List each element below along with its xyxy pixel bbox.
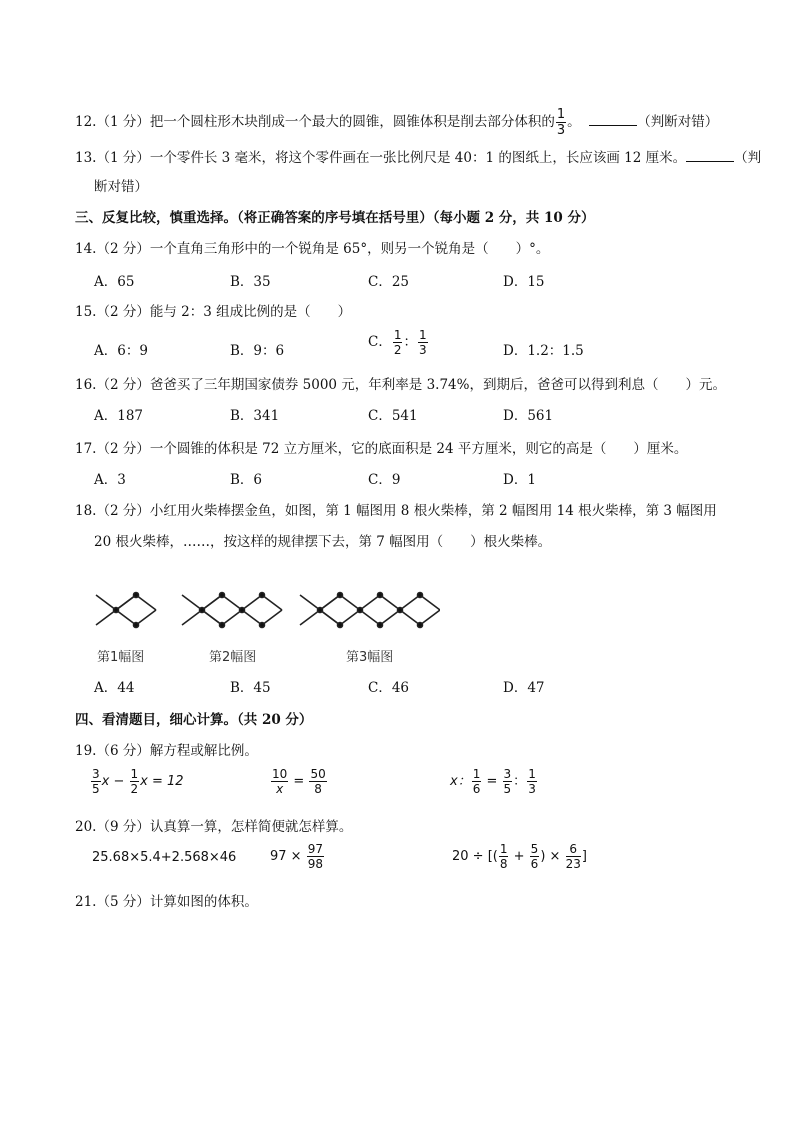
fish-figure-1 bbox=[96, 593, 156, 628]
q13-answer-blank[interactable] bbox=[686, 149, 734, 162]
q15-option-d[interactable]: D．1.2：1.5 bbox=[503, 343, 584, 359]
q14-option-b[interactable]: B．35 bbox=[230, 274, 271, 290]
q20-text: 20.（9 分）认真算一算，怎样简便就怎样算。 bbox=[75, 819, 353, 835]
q16-option-c[interactable]: C．541 bbox=[368, 408, 418, 424]
q18-option-c[interactable]: C．46 bbox=[368, 680, 410, 696]
q15-text: 15.（2 分）能与 2：3 组成比例的是（ ） bbox=[75, 304, 352, 320]
q17-text: 17.（2 分）一个圆锥的体积是 72 立方厘米，它的底面积是 24 平方厘米，则它的高是（ ）厘米。 bbox=[75, 441, 688, 457]
fish-figure-2 bbox=[182, 593, 282, 628]
q14-option-c[interactable]: C．25 bbox=[368, 274, 410, 290]
q19-text: 19.（6 分）解方程或解比例。 bbox=[75, 743, 258, 759]
q14-option-d[interactable]: D．15 bbox=[503, 274, 545, 290]
q17-option-c[interactable]: C．9 bbox=[368, 472, 401, 488]
q12-text: 12.（1 分）把一个圆柱形木块削成一个最大的圆锥，圆锥体积是削去部分体积的 bbox=[75, 114, 555, 130]
q18-line1: 18.（2 分）小红用火柴棒摆金鱼，如图，第 1 幅图用 8 根火柴棒，第 2 幅图用 14 根火柴棒，第 3 幅图用 bbox=[75, 503, 717, 519]
q18-option-b[interactable]: B．45 bbox=[230, 680, 271, 696]
fig-label-1: 第1幅图 bbox=[97, 650, 145, 665]
fig-label-3: 第3幅图 bbox=[346, 650, 394, 665]
q15-option-b[interactable]: B．9：6 bbox=[230, 343, 285, 359]
q21-text: 21.（5 分）计算如图的体积。 bbox=[75, 894, 258, 910]
matchstick-fish-figure bbox=[90, 585, 440, 645]
fish-figure-3 bbox=[300, 593, 440, 628]
q12: 12.（1 分）把一个圆柱形木块削成一个最大的圆锥，圆锥体积是削去部分体积的 $\frac{1}{3}$ 。 （判断对错） bbox=[75, 107, 719, 138]
q13-line1: 13.（1 分）一个零件长 3 毫米，将这个零件画在一张比例尺是 40：1 的图纸上，长应该画 12 厘米。 （判 bbox=[75, 150, 762, 166]
q14-text: 14.（2 分）一个直角三角形中的一个锐角是 65°，则另一个锐角是（ ）°。 bbox=[75, 241, 550, 257]
q16-option-a[interactable]: A．187 bbox=[94, 408, 144, 424]
q14-option-a[interactable]: A．65 bbox=[94, 274, 135, 290]
q13-line2: 断对错） bbox=[94, 179, 148, 195]
q17-option-b[interactable]: B．6 bbox=[230, 472, 263, 488]
q16-option-b[interactable]: B．341 bbox=[230, 408, 280, 424]
q18-line2: 20 根火柴棒，……，按这样的规律摆下去，第 7 幅图用（ ）根火柴棒。 bbox=[94, 534, 552, 550]
q19-equation-1: $\frac{3}{5}$ x − $\frac{1}{2}$ x = 12 bbox=[92, 767, 184, 796]
q19-equation-2: $\frac{10}{x}$ = $\frac{50}{8}$ bbox=[272, 767, 326, 796]
q17-option-d[interactable]: D．1 bbox=[503, 472, 536, 488]
q16-option-d[interactable]: D．561 bbox=[503, 408, 554, 424]
q15-option-a[interactable]: A．6：9 bbox=[94, 343, 148, 359]
q12-fraction: $\frac{1}{3}$ bbox=[556, 107, 566, 138]
q18-option-d[interactable]: D．47 bbox=[503, 680, 545, 696]
q17-option-a[interactable]: A．3 bbox=[94, 472, 126, 488]
section3-heading: 三、反复比较，慎重选择。（将正确答案的序号填在括号里）（每小题 2 分，共 10 分） bbox=[75, 210, 595, 226]
section4-heading: 四、看清题目，细心计算。（共 20 分） bbox=[75, 712, 313, 728]
q20-expression-2: 97 × $\frac{97}{98}$ bbox=[270, 842, 323, 871]
fig-label-2: 第2幅图 bbox=[209, 650, 257, 665]
q20-expression-1: 25.68×5.4+2.568×46 bbox=[92, 850, 237, 865]
q19-equation-3: x： $\frac{1}{6}$ = $\frac{3}{5}$ ： $\frac{1}{3}$ bbox=[450, 767, 536, 796]
q16-text: 16.（2 分）爸爸买了三年期国家债券 5000 元，年利率是 3.74%，到期后，爸爸可以得到利息（ ）元。 bbox=[75, 377, 726, 393]
q12-answer-blank[interactable] bbox=[589, 113, 637, 126]
q15-option-c[interactable]: C． $\frac{1}{2}$ ： $\frac{1}{3}$ bbox=[368, 328, 427, 357]
q20-expression-3: 20 ÷ [( $\frac{1}{8}$ + $\frac{5}{6}$ ) × $\frac{6}{23}$ ] bbox=[452, 842, 587, 871]
q18-option-a[interactable]: A．44 bbox=[94, 680, 135, 696]
